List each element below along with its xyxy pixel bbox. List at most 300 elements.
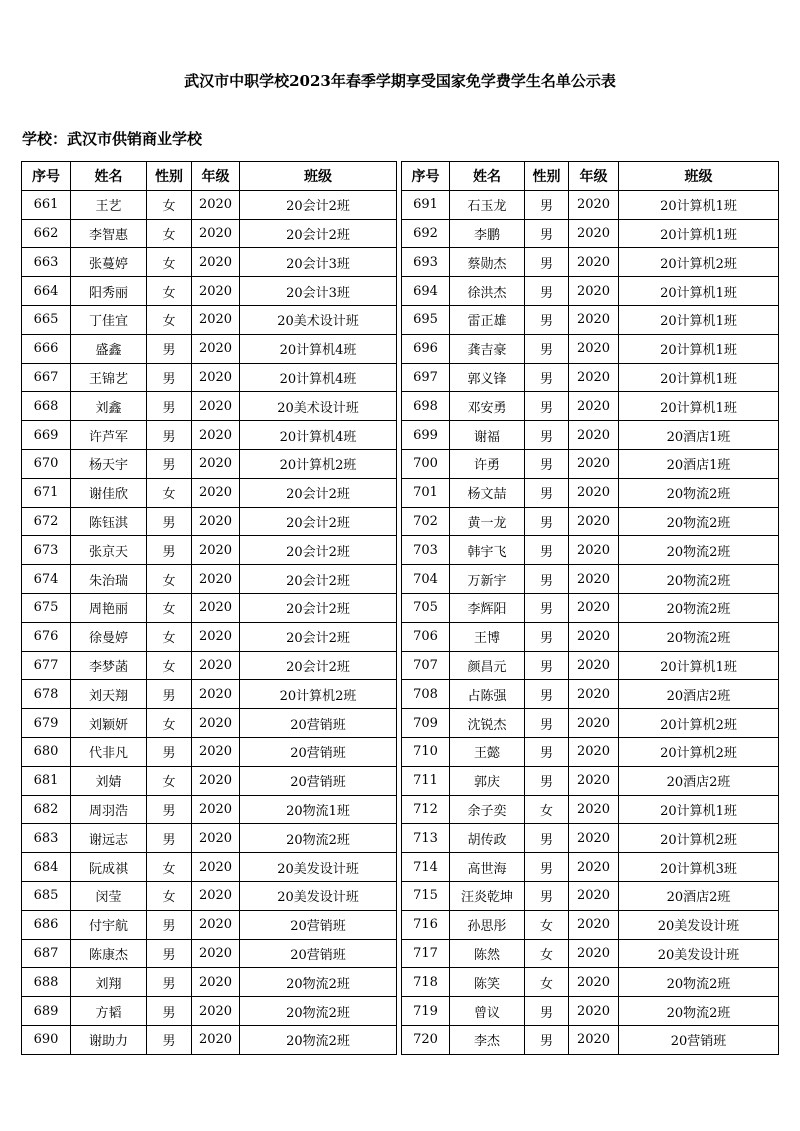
cell-seq: 684 [22,853,71,882]
cell-name: 代非凡 [71,737,147,766]
cell-grade: 2020 [569,478,619,507]
cell-class: 20计算机4班 [240,363,397,392]
cell-grade: 2020 [569,680,619,709]
cell-class: 20物流1班 [240,795,397,824]
cell-class: 20会计3班 [240,248,397,277]
cell-class: 20物流2班 [619,565,779,594]
cell-grade: 2020 [192,334,240,363]
cell-seq: 705 [402,593,450,622]
table-row [402,737,779,766]
cell-name: 方韬 [71,997,147,1026]
cell-seq: 685 [22,881,71,910]
cell-seq: 704 [402,565,450,594]
cell-grade: 2020 [569,737,619,766]
cell-gender: 男 [525,853,569,882]
cell-name: 孙思彤 [450,910,525,939]
cell-grade: 2020 [569,190,619,219]
table-row [22,392,397,421]
cell-grade: 2020 [569,766,619,795]
cell-name: 盛鑫 [71,334,147,363]
table-row [402,219,779,248]
cell-seq: 718 [402,968,450,997]
cell-name: 高世海 [450,853,525,882]
student-table-right [401,161,779,1055]
cell-gender: 男 [525,334,569,363]
cell-class: 20物流2班 [619,968,779,997]
cell-name: 雷正雄 [450,305,525,334]
cell-name: 曾议 [450,997,525,1026]
cell-seq: 680 [22,737,71,766]
cell-seq: 687 [22,939,71,968]
cell-gender: 男 [525,997,569,1026]
table-row [402,478,779,507]
cell-class: 20会计2班 [240,536,397,565]
cell-seq: 700 [402,449,450,478]
header-class: 班级 [619,162,779,191]
cell-seq: 688 [22,968,71,997]
header-seq: 序号 [402,162,450,191]
cell-name: 龚吉豪 [450,334,525,363]
cell-class: 20计算机2班 [619,248,779,277]
cell-seq: 697 [402,363,450,392]
cell-gender: 女 [147,593,192,622]
table-body-right [402,190,779,1054]
header-grade: 年级 [192,162,240,191]
cell-gender: 女 [525,795,569,824]
cell-class: 20物流2班 [619,997,779,1026]
header-seq: 序号 [22,162,71,191]
cell-gender: 女 [147,190,192,219]
cell-gender: 男 [525,737,569,766]
cell-grade: 2020 [192,939,240,968]
cell-gender: 女 [147,622,192,651]
cell-name: 张京天 [71,536,147,565]
table-row [22,190,397,219]
cell-gender: 男 [525,277,569,306]
cell-gender: 男 [525,680,569,709]
cell-name: 刘天翔 [71,680,147,709]
cell-seq: 676 [22,622,71,651]
table-row [402,1025,779,1054]
cell-class: 20计算机4班 [240,421,397,450]
cell-class: 20营销班 [240,766,397,795]
cell-name: 石玉龙 [450,190,525,219]
cell-grade: 2020 [569,363,619,392]
table-row [22,968,397,997]
cell-grade: 2020 [569,449,619,478]
table-row [22,277,397,306]
cell-seq: 716 [402,910,450,939]
cell-class: 20计算机1班 [619,392,779,421]
cell-class: 20酒店1班 [619,449,779,478]
cell-gender: 男 [147,680,192,709]
cell-name: 杨天宇 [71,449,147,478]
cell-seq: 678 [22,680,71,709]
cell-name: 阮成祺 [71,853,147,882]
cell-gender: 男 [525,824,569,853]
cell-class: 20计算机2班 [240,680,397,709]
table-row [402,709,779,738]
cell-seq: 681 [22,766,71,795]
cell-name: 李鹏 [450,219,525,248]
table-row [402,910,779,939]
cell-seq: 677 [22,651,71,680]
cell-class: 20物流2班 [240,968,397,997]
cell-name: 颜昌元 [450,651,525,680]
cell-grade: 2020 [192,565,240,594]
table-row [402,593,779,622]
cell-grade: 2020 [569,219,619,248]
cell-class: 20美发设计班 [240,853,397,882]
cell-grade: 2020 [192,1025,240,1054]
cell-gender: 男 [525,305,569,334]
cell-name: 黄一龙 [450,507,525,536]
cell-grade: 2020 [569,392,619,421]
cell-name: 刘鑫 [71,392,147,421]
cell-name: 徐洪杰 [450,277,525,306]
table-row [402,853,779,882]
cell-grade: 2020 [192,853,240,882]
cell-seq: 720 [402,1025,450,1054]
cell-seq: 702 [402,507,450,536]
cell-name: 刘婧 [71,766,147,795]
cell-class: 20营销班 [240,709,397,738]
cell-name: 杨文喆 [450,478,525,507]
cell-grade: 2020 [569,248,619,277]
cell-seq: 715 [402,881,450,910]
cell-class: 20营销班 [240,737,397,766]
table-row [22,910,397,939]
cell-seq: 712 [402,795,450,824]
cell-class: 20物流2班 [619,507,779,536]
table-row [22,795,397,824]
cell-class: 20计算机1班 [619,334,779,363]
cell-name: 许勇 [450,449,525,478]
table-row [22,709,397,738]
cell-seq: 671 [22,478,71,507]
table-row [402,881,779,910]
cell-seq: 669 [22,421,71,450]
table-row [402,363,779,392]
cell-gender: 女 [147,881,192,910]
cell-gender: 男 [525,363,569,392]
cell-class: 20计算机2班 [619,824,779,853]
cell-grade: 2020 [569,968,619,997]
cell-grade: 2020 [569,277,619,306]
cell-name: 周羽浩 [71,795,147,824]
student-table-left [21,161,397,1055]
table-row [22,824,397,853]
cell-name: 汪炎乾坤 [450,881,525,910]
table-row [22,248,397,277]
cell-grade: 2020 [569,421,619,450]
cell-gender: 男 [525,478,569,507]
cell-seq: 662 [22,219,71,248]
cell-name: 李智惠 [71,219,147,248]
cell-class: 20酒店2班 [619,766,779,795]
cell-gender: 男 [147,363,192,392]
cell-seq: 717 [402,939,450,968]
cell-gender: 男 [147,392,192,421]
cell-grade: 2020 [569,824,619,853]
cell-seq: 675 [22,593,71,622]
cell-seq: 670 [22,449,71,478]
cell-seq: 667 [22,363,71,392]
cell-class: 20计算机1班 [619,305,779,334]
cell-name: 王博 [450,622,525,651]
cell-gender: 男 [525,651,569,680]
school-label: 学校：武汉市供销商业学校 [22,130,203,148]
table-body-left [22,190,397,1054]
table-row [402,190,779,219]
cell-class: 20物流2班 [240,824,397,853]
cell-gender: 男 [525,190,569,219]
cell-gender: 男 [525,507,569,536]
table-row [402,651,779,680]
cell-seq: 664 [22,277,71,306]
cell-grade: 2020 [192,219,240,248]
cell-seq: 679 [22,709,71,738]
cell-name: 陈笑 [450,968,525,997]
cell-grade: 2020 [569,939,619,968]
cell-gender: 男 [525,766,569,795]
cell-seq: 666 [22,334,71,363]
cell-grade: 2020 [569,997,619,1026]
cell-grade: 2020 [192,968,240,997]
cell-gender: 男 [147,449,192,478]
cell-seq: 693 [402,248,450,277]
cell-gender: 男 [147,968,192,997]
cell-gender: 女 [147,219,192,248]
cell-seq: 707 [402,651,450,680]
cell-name: 王艺 [71,190,147,219]
table-row [22,305,397,334]
table-row [22,680,397,709]
cell-class: 20会计2班 [240,507,397,536]
cell-class: 20物流2班 [619,536,779,565]
cell-name: 刘颖妍 [71,709,147,738]
cell-grade: 2020 [569,565,619,594]
cell-class: 20酒店2班 [619,881,779,910]
cell-gender: 男 [525,449,569,478]
cell-grade: 2020 [192,190,240,219]
cell-class: 20会计2班 [240,651,397,680]
table-row [402,421,779,450]
cell-class: 20酒店2班 [619,680,779,709]
cell-name: 韩宇飞 [450,536,525,565]
cell-seq: 673 [22,536,71,565]
header-gender: 性别 [525,162,569,191]
cell-grade: 2020 [569,910,619,939]
table-row [402,795,779,824]
table-row [22,853,397,882]
cell-grade: 2020 [192,737,240,766]
cell-grade: 2020 [192,824,240,853]
cell-name: 王懿 [450,737,525,766]
cell-class: 20美发设计班 [619,910,779,939]
cell-name: 陈钰淇 [71,507,147,536]
table-row [22,363,397,392]
cell-seq: 703 [402,536,450,565]
table-row [402,248,779,277]
header-grade: 年级 [569,162,619,191]
cell-class: 20营销班 [240,910,397,939]
cell-seq: 698 [402,392,450,421]
cell-class: 20美发设计班 [240,881,397,910]
cell-name: 郭义锋 [450,363,525,392]
cell-gender: 男 [147,795,192,824]
cell-grade: 2020 [192,593,240,622]
cell-gender: 男 [525,593,569,622]
cell-seq: 699 [402,421,450,450]
table-row [402,824,779,853]
cell-grade: 2020 [192,248,240,277]
table-row [22,1025,397,1054]
cell-class: 20物流2班 [619,478,779,507]
cell-name: 许芦军 [71,421,147,450]
cell-grade: 2020 [192,536,240,565]
cell-seq: 710 [402,737,450,766]
cell-gender: 女 [147,709,192,738]
cell-gender: 男 [147,536,192,565]
cell-class: 20计算机2班 [619,709,779,738]
cell-class: 20计算机1班 [619,651,779,680]
cell-name: 张蔓婷 [71,248,147,277]
cell-seq: 701 [402,478,450,507]
header-gender: 性别 [147,162,192,191]
cell-seq: 672 [22,507,71,536]
table-row [402,997,779,1026]
cell-seq: 690 [22,1025,71,1054]
cell-seq: 708 [402,680,450,709]
cell-gender: 男 [525,219,569,248]
cell-name: 闵莹 [71,881,147,910]
cell-gender: 女 [525,968,569,997]
cell-class: 20计算机1班 [619,795,779,824]
table-row [22,478,397,507]
cell-grade: 2020 [192,997,240,1026]
cell-seq: 692 [402,219,450,248]
table-row [22,334,397,363]
cell-gender: 女 [147,305,192,334]
cell-class: 20物流2班 [619,593,779,622]
cell-gender: 男 [525,421,569,450]
cell-grade: 2020 [569,334,619,363]
cell-name: 谢助力 [71,1025,147,1054]
header-name: 姓名 [450,162,525,191]
cell-grade: 2020 [192,766,240,795]
cell-gender: 男 [525,392,569,421]
cell-gender: 男 [147,421,192,450]
header-class: 班级 [240,162,397,191]
cell-name: 蔡勋杰 [450,248,525,277]
cell-grade: 2020 [192,795,240,824]
cell-gender: 男 [147,910,192,939]
cell-grade: 2020 [569,305,619,334]
cell-seq: 691 [402,190,450,219]
cell-gender: 女 [147,248,192,277]
cell-gender: 女 [147,565,192,594]
cell-name: 王锦艺 [71,363,147,392]
cell-grade: 2020 [569,1025,619,1054]
cell-grade: 2020 [192,421,240,450]
cell-name: 李梦菡 [71,651,147,680]
cell-seq: 682 [22,795,71,824]
cell-grade: 2020 [569,853,619,882]
cell-seq: 711 [402,766,450,795]
cell-gender: 女 [147,651,192,680]
cell-name: 徐曼婷 [71,622,147,651]
cell-name: 阳秀丽 [71,277,147,306]
cell-class: 20计算机1班 [619,363,779,392]
cell-class: 20计算机1班 [619,277,779,306]
table-row [402,766,779,795]
table-row [22,881,397,910]
table-row [402,939,779,968]
cell-gender: 男 [525,248,569,277]
cell-class: 20酒店1班 [619,421,779,450]
cell-class: 20计算机4班 [240,334,397,363]
cell-seq: 674 [22,565,71,594]
cell-name: 朱治瑞 [71,565,147,594]
cell-class: 20计算机1班 [619,190,779,219]
cell-grade: 2020 [569,536,619,565]
cell-seq: 714 [402,853,450,882]
cell-class: 20会计2班 [240,478,397,507]
table-row [402,334,779,363]
table-row [22,939,397,968]
cell-name: 李辉阳 [450,593,525,622]
cell-grade: 2020 [569,507,619,536]
cell-class: 20计算机3班 [619,853,779,882]
cell-class: 20计算机2班 [240,449,397,478]
cell-grade: 2020 [192,449,240,478]
cell-name: 李杰 [450,1025,525,1054]
cell-gender: 男 [147,1025,192,1054]
cell-name: 谢远志 [71,824,147,853]
cell-class: 20计算机2班 [619,737,779,766]
cell-grade: 2020 [569,709,619,738]
cell-gender: 男 [525,1025,569,1054]
table-row [22,507,397,536]
cell-gender: 男 [525,881,569,910]
table-row [22,737,397,766]
table-row [22,651,397,680]
cell-class: 20美术设计班 [240,392,397,421]
cell-gender: 男 [147,939,192,968]
cell-name: 万新宇 [450,565,525,594]
cell-name: 付宇航 [71,910,147,939]
cell-gender: 男 [525,536,569,565]
cell-name: 刘翔 [71,968,147,997]
cell-name: 胡传政 [450,824,525,853]
cell-grade: 2020 [192,881,240,910]
table-row [22,565,397,594]
cell-gender: 女 [525,939,569,968]
table-row [22,593,397,622]
cell-class: 20美术设计班 [240,305,397,334]
cell-grade: 2020 [569,881,619,910]
page-title: 武汉市中职学校2023年春季学期享受国家免学费学生名单公示表 [184,72,616,90]
cell-gender: 男 [147,737,192,766]
cell-class: 20物流2班 [240,1025,397,1054]
cell-gender: 女 [525,910,569,939]
table-row [402,968,779,997]
cell-grade: 2020 [569,593,619,622]
cell-grade: 2020 [192,507,240,536]
cell-name: 谢佳欣 [71,478,147,507]
cell-seq: 713 [402,824,450,853]
